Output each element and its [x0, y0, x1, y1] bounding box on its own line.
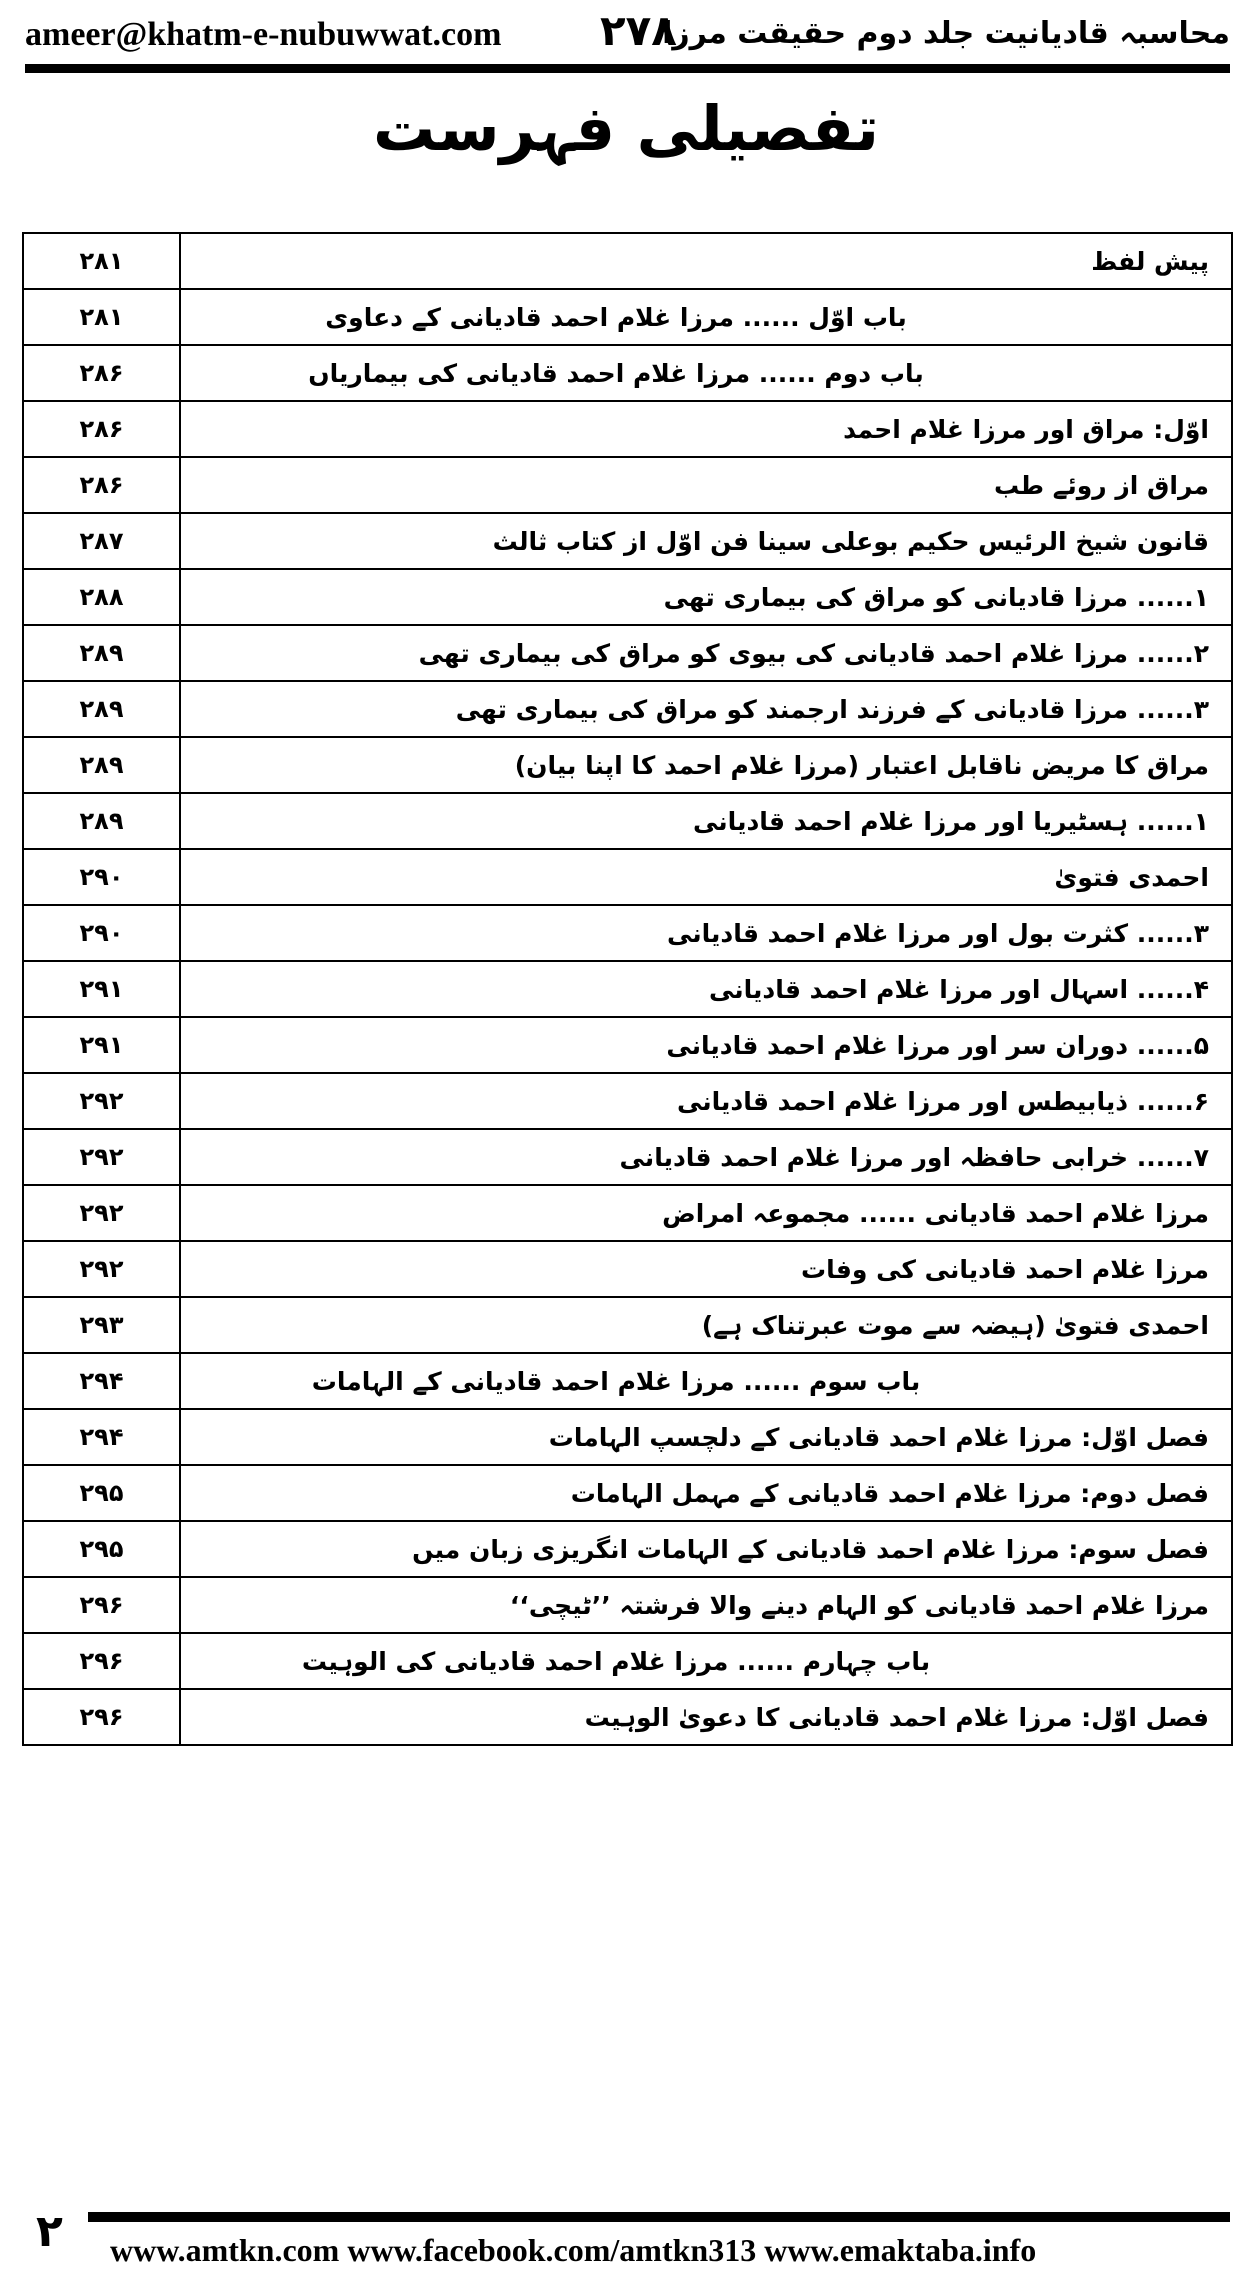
toc-entry-title: مراق از روئے طب	[180, 457, 1232, 513]
toc-entry-title: فصل اوّل: مرزا غلام احمد قادیانی کا دعویٰ الوہیت	[180, 1689, 1232, 1745]
table-row	[23, 1241, 1232, 1297]
page-title: تفصیلی فہرست	[372, 92, 880, 165]
table-row	[23, 961, 1232, 1017]
toc-page-number: ۲۹۲	[23, 1073, 180, 1129]
toc-entry-title: ۱...... ہسٹیریا اور مرزا غلام احمد قادیانی	[180, 793, 1232, 849]
toc-entry-title: مرزا غلام احمد قادیانی ...... مجموعہ امراض	[180, 1185, 1232, 1241]
toc-page-number: ۲۹۵	[23, 1465, 180, 1521]
toc-page-number: ۲۹۱	[23, 1017, 180, 1073]
table-row	[23, 345, 1232, 401]
table-row	[23, 289, 1232, 345]
table-row	[23, 401, 1232, 457]
toc-page-number: ۲۹۲	[23, 1185, 180, 1241]
toc-page-number: ۲۹۶	[23, 1689, 180, 1745]
table-row	[23, 1633, 1232, 1689]
toc-entry-title: فصل دوم: مرزا غلام احمد قادیانی کے مہمل الہامات	[180, 1465, 1232, 1521]
toc-entry-title: باب اوّل ...... مرزا غلام احمد قادیانی کے دعاوی	[180, 289, 1232, 345]
table-row	[23, 1297, 1232, 1353]
header-page-number: ۲۷۸	[600, 6, 677, 55]
table-row	[23, 905, 1232, 961]
toc-page-number: ۲۸۹	[23, 681, 180, 737]
header-book-title: محاسبہ قادیانیت جلد دوم حقیقت مرزا	[662, 16, 1230, 51]
toc-page-number: ۲۸۹	[23, 793, 180, 849]
toc-entry-title: باب سوم ...... مرزا غلام احمد قادیانی کے الہامات	[180, 1353, 1232, 1409]
toc-page-number: ۲۹۶	[23, 1577, 180, 1633]
toc-page-number: ۲۸۶	[23, 345, 180, 401]
toc-page-number: ۲۹۴	[23, 1353, 180, 1409]
toc-page-number: ۲۹۰	[23, 905, 180, 961]
table-row	[23, 737, 1232, 793]
table-row	[23, 1073, 1232, 1129]
footer-links: www.amtkn.com www.facebook.com/amtkn313 www.emaktaba.info	[110, 2232, 1037, 2268]
toc-page-number: ۲۸۱	[23, 233, 180, 289]
toc-page-number: ۲۸۹	[23, 625, 180, 681]
toc-entry-title: ۳...... مرزا قادیانی کے فرزند ارجمند کو مراق کی بیماری تھی	[180, 681, 1232, 737]
table-row	[23, 681, 1232, 737]
toc-entry-title: احمدی فتویٰ (ہیضہ سے موت عبرتناک ہے)	[180, 1297, 1232, 1353]
toc-page-number: ۲۸۱	[23, 289, 180, 345]
footer-page-number: ۲	[36, 2206, 63, 2257]
table-row	[23, 1129, 1232, 1185]
table-row	[23, 513, 1232, 569]
toc-entry-title: ۲...... مرزا غلام احمد قادیانی کی بیوی کو مراق کی بیماری تھی	[180, 625, 1232, 681]
toc-entry-title: ۷...... خرابی حافظہ اور مرزا غلام احمد قادیانی	[180, 1129, 1232, 1185]
table-row	[23, 1409, 1232, 1465]
toc-entry-title: مرزا غلام احمد قادیانی کو الہام دینے والا فرشتہ ’’ٹیچی‘‘	[180, 1577, 1232, 1633]
toc-entry-title: مراق کا مریض ناقابل اعتبار (مرزا غلام احمد کا اپنا بیان)	[180, 737, 1232, 793]
toc-entry-title: باب دوم ...... مرزا غلام احمد قادیانی کی بیماریاں	[180, 345, 1232, 401]
toc-entry-title: ۴...... اسہال اور مرزا غلام احمد قادیانی	[180, 961, 1232, 1017]
toc-entry-title: فصل اوّل: مرزا غلام احمد قادیانی کے دلچسپ الہامات	[180, 1409, 1232, 1465]
toc-entry-title: احمدی فتویٰ	[180, 849, 1232, 905]
table-row	[23, 1577, 1232, 1633]
table-row	[23, 1017, 1232, 1073]
table-row	[23, 1465, 1232, 1521]
toc-page-number: ۲۹۶	[23, 1633, 180, 1689]
toc-page-number: ۲۸۶	[23, 401, 180, 457]
toc-page-number: ۲۹۲	[23, 1241, 180, 1297]
header-email: ameer@khatm-e-nubuwwat.com	[25, 16, 502, 53]
toc-entry-title: ۳...... کثرت بول اور مرزا غلام احمد قادیانی	[180, 905, 1232, 961]
table-row	[23, 233, 1232, 289]
toc-entry-title: مرزا غلام احمد قادیانی کی وفات	[180, 1241, 1232, 1297]
header-rule	[25, 64, 1230, 73]
toc-page-number: ۲۹۴	[23, 1409, 180, 1465]
table-row	[23, 1353, 1232, 1409]
table-row	[23, 1689, 1232, 1745]
toc-page-number: ۲۹۵	[23, 1521, 180, 1577]
table-row	[23, 1185, 1232, 1241]
toc-page-number: ۲۸۸	[23, 569, 180, 625]
toc-entry-title: ۶...... ذیابیطس اور مرزا غلام احمد قادیانی	[180, 1073, 1232, 1129]
table-row	[23, 849, 1232, 905]
toc-entry-title: ۵...... دوران سر اور مرزا غلام احمد قادیانی	[180, 1017, 1232, 1073]
table-row	[23, 1521, 1232, 1577]
toc-page-number: ۲۹۰	[23, 849, 180, 905]
toc-entry-title: فصل سوم: مرزا غلام احمد قادیانی کے الہامات انگریزی زبان میں	[180, 1521, 1232, 1577]
table-row	[23, 569, 1232, 625]
table-row	[23, 625, 1232, 681]
toc-page-number: ۲۸۹	[23, 737, 180, 793]
toc-page-number: ۲۹۳	[23, 1297, 180, 1353]
toc-page-number: ۲۸۶	[23, 457, 180, 513]
toc-page-number: ۲۹۱	[23, 961, 180, 1017]
toc-page-number: ۲۹۲	[23, 1129, 180, 1185]
toc-entry-title: ۱...... مرزا قادیانی کو مراق کی بیماری تھی	[180, 569, 1232, 625]
table-row	[23, 457, 1232, 513]
table-of-contents	[22, 232, 1233, 1746]
toc-entry-title: اوّل: مراق اور مرزا غلام احمد	[180, 401, 1232, 457]
footer-rule	[88, 2212, 1230, 2222]
toc-entry-title: قانون شیخ الرئیس حکیم بوعلی سینا فن اوّل از کتاب ثالث	[180, 513, 1232, 569]
toc-entry-title: پیش لفظ	[180, 233, 1232, 289]
toc-entry-title: باب چہارم ...... مرزا غلام احمد قادیانی کی الوہیت	[180, 1633, 1232, 1689]
table-row	[23, 793, 1232, 849]
page-header	[25, 8, 1230, 58]
toc-page-number: ۲۸۷	[23, 513, 180, 569]
